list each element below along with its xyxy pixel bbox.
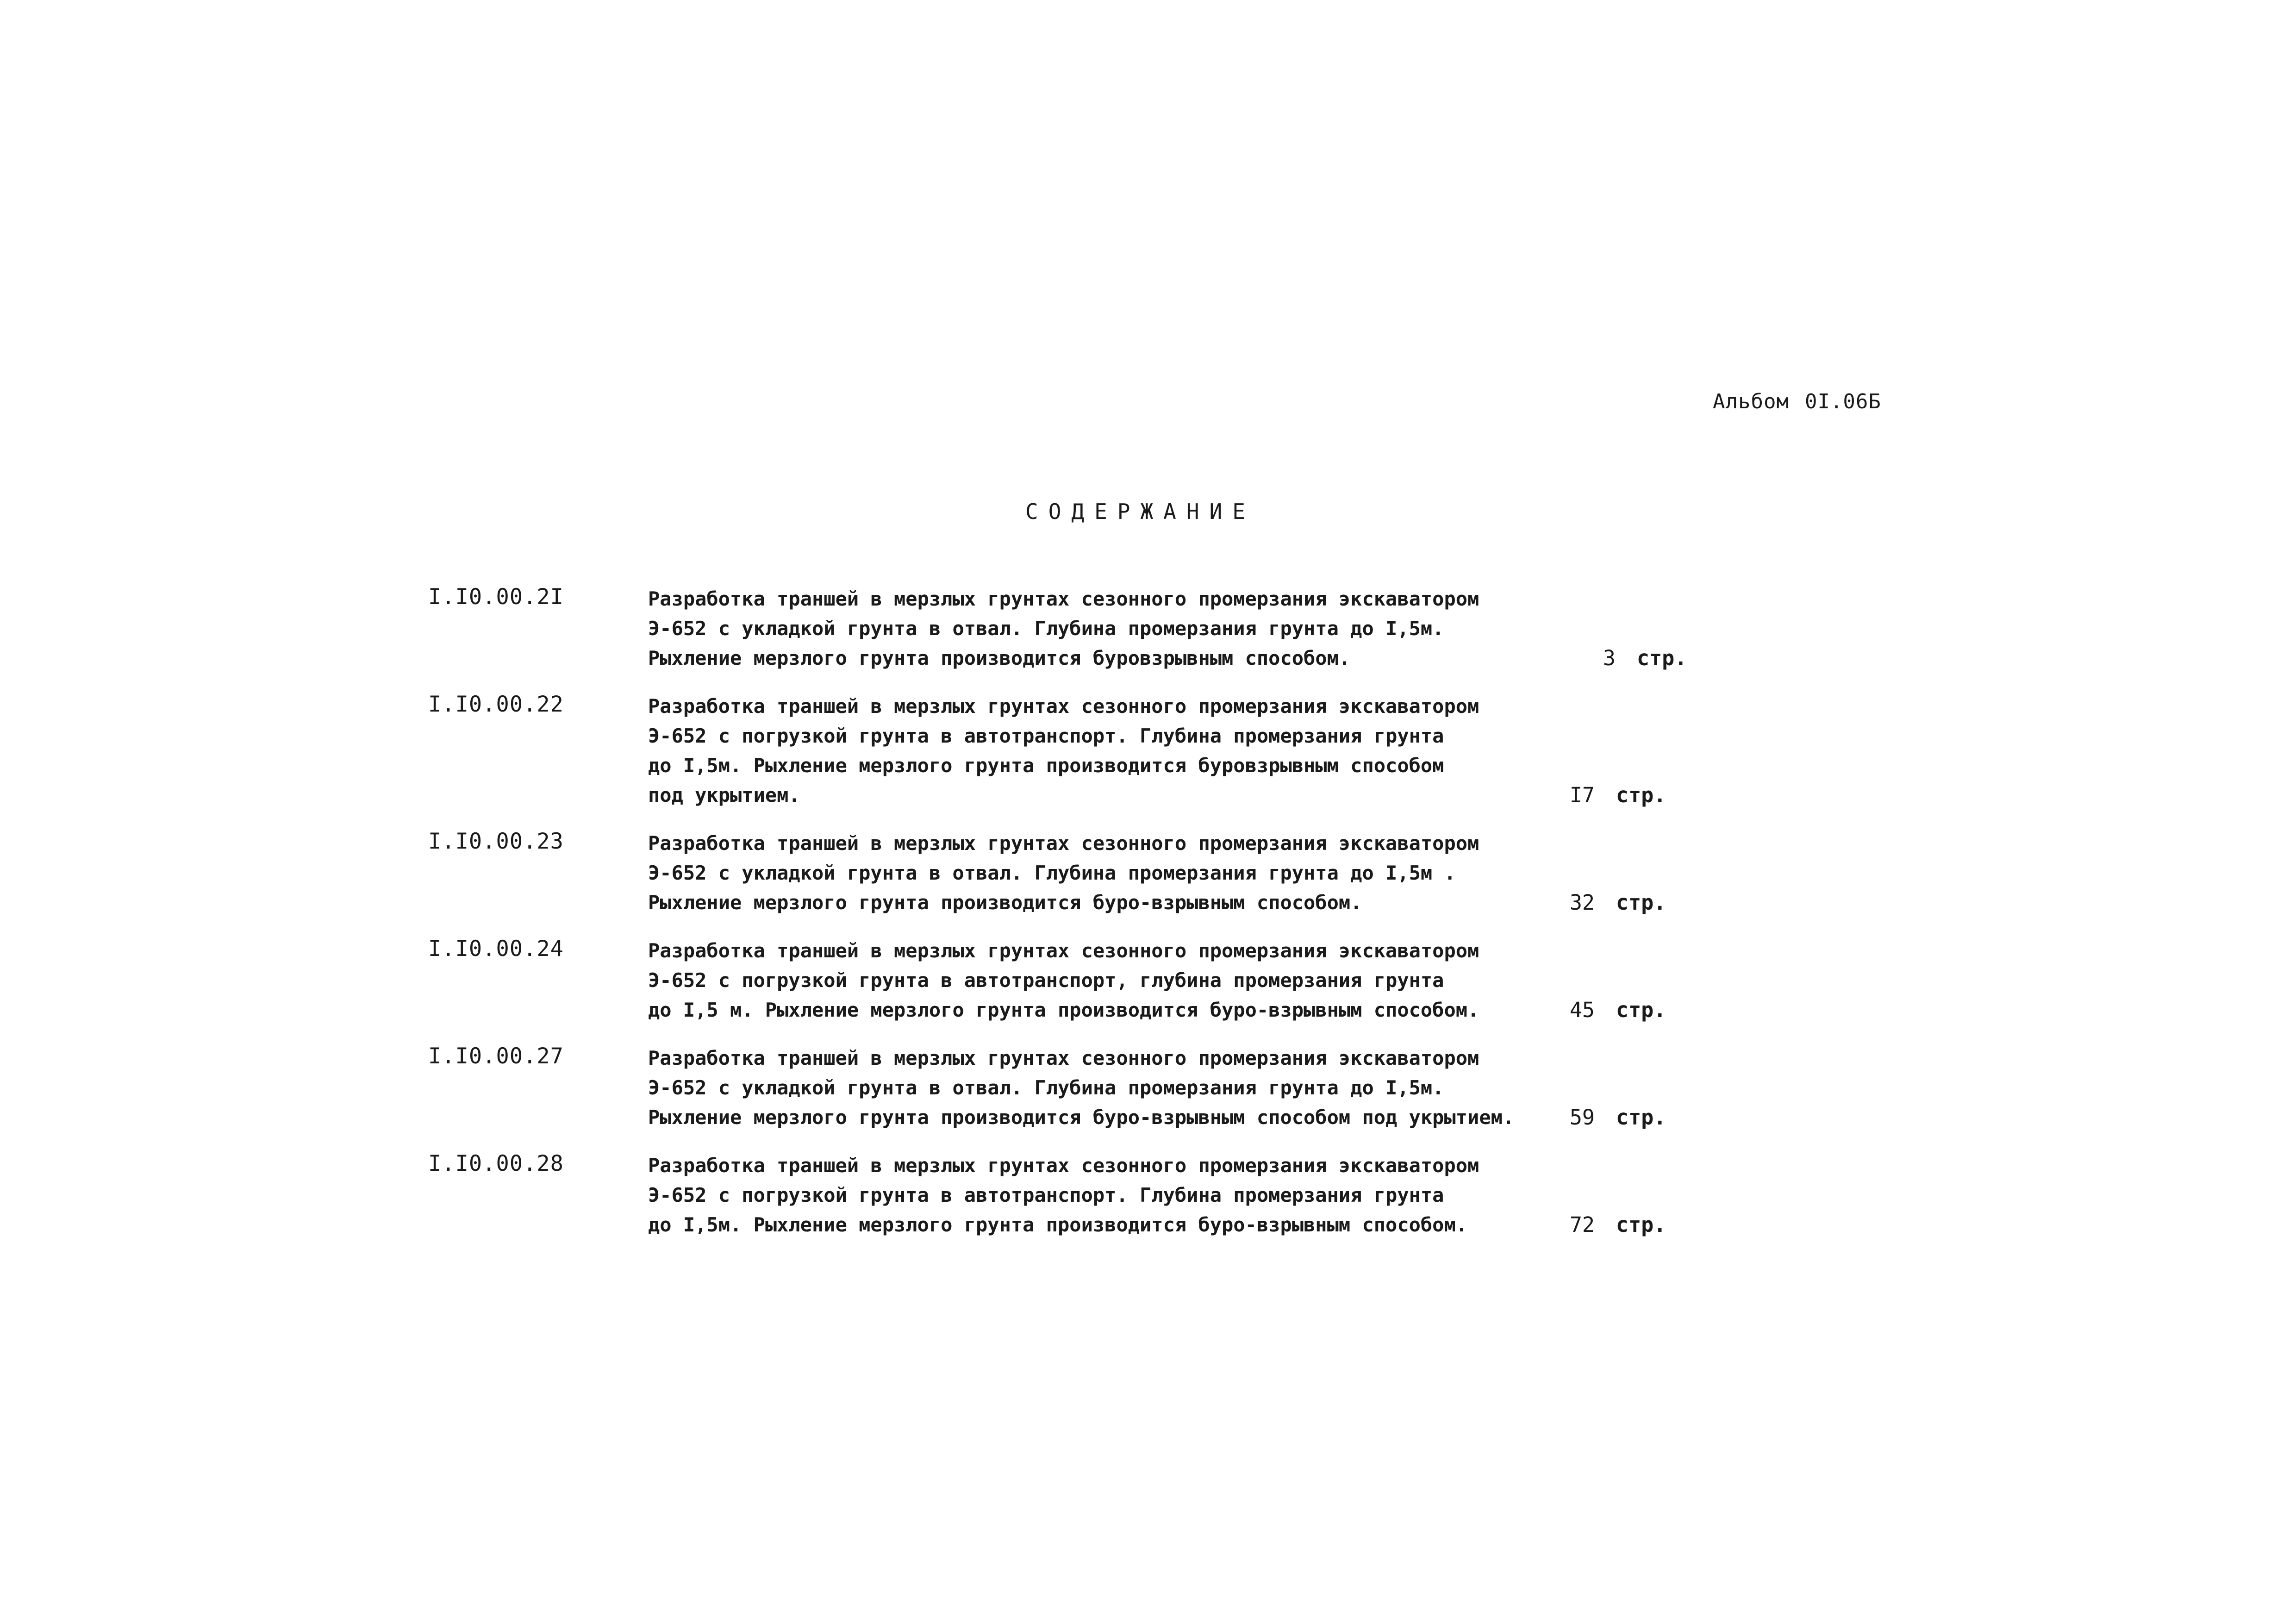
description-line: Э-652 с погрузкой грунта в автотранспорт. Глубина промерзания грунта <box>648 1184 1444 1206</box>
description-line: Рыхление мерзлого грунта производится буро-взрывным способом под укрытием. <box>648 1106 1515 1129</box>
entry-page-number: 72 <box>1569 1212 1595 1237</box>
page-title: СОДЕРЖАНИЕ <box>1025 499 1255 524</box>
description-line: Э-652 с укладкой грунта в отвал. Глубина промерзания грунта до I,5м. <box>648 617 1444 640</box>
entry-description <box>648 692 1555 810</box>
description-line: Разработка траншей в мерзлых грунтах сезонного промерзания экскаватором <box>648 939 1479 962</box>
album-reference <box>1713 390 1881 413</box>
entry-page-number: 59 <box>1569 1105 1595 1130</box>
entry-page-ref <box>1539 1210 1666 1240</box>
entry-code: I.I0.00.22 <box>428 692 564 717</box>
entry-description <box>648 829 1555 918</box>
description-line: до I,5м. Рыхление мерзлого грунта производится буровзрывным способом <box>648 754 1444 777</box>
entry-page-unit: стр. <box>1637 646 1687 670</box>
entry-page-ref <box>1539 888 1666 918</box>
entry-code: I.I0.00.23 <box>428 829 564 854</box>
entry-page-number: 3 <box>1603 646 1616 670</box>
entry-page-number: 45 <box>1569 998 1595 1022</box>
entry-code: I.I0.00.28 <box>428 1151 564 1176</box>
entry-page-ref <box>1539 1103 1666 1132</box>
contents-entry <box>428 1151 1817 1240</box>
description-line: Разработка траншей в мерзлых грунтах сезонного промерзания экскаватором <box>648 1047 1479 1069</box>
entry-page-unit: стр. <box>1616 1105 1666 1130</box>
contents-entry <box>428 584 1817 673</box>
description-line: Э-652 с укладкой грунта в отвал. Глубина промерзания грунта до I,5м. <box>648 1076 1444 1099</box>
entry-code: I.I0.00.2I <box>428 584 564 610</box>
entry-description <box>648 1043 1555 1132</box>
entry-page-unit: стр. <box>1616 890 1666 915</box>
album-label: Альбом <box>1713 390 1789 413</box>
entry-description <box>648 584 1555 673</box>
contents-entry <box>428 936 1817 1025</box>
entry-page-unit: стр. <box>1616 1212 1666 1237</box>
description-line: Э-652 с погрузкой грунта в автотранспорт, глубина промерзания грунта <box>648 969 1444 992</box>
entry-page-unit: стр. <box>1616 998 1666 1022</box>
description-line: Э-652 с погрузкой грунта в автотранспорт. Глубина промерзания грунта <box>648 725 1444 747</box>
description-line: Разработка траншей в мерзлых грунтах сезонного промерзания экскаватором <box>648 832 1479 855</box>
description-line: Разработка траншей в мерзлых грунтах сезонного промерзания экскаватором <box>648 695 1479 718</box>
entry-description <box>648 936 1555 1025</box>
album-number: 0I.06Б <box>1804 390 1881 413</box>
contents-entry <box>428 692 1817 810</box>
entry-page-ref <box>1539 995 1666 1025</box>
contents-entry <box>428 829 1817 918</box>
entry-page-unit: стр. <box>1616 783 1666 807</box>
description-line: до I,5 м. Рыхление мерзлого грунта производится буро-взрывным способом. <box>648 999 1479 1021</box>
contents-list <box>428 584 1817 1258</box>
description-line: Рыхление мерзлого грунта производится буро-взрывным способом. <box>648 891 1362 914</box>
description-line: под укрытием. <box>648 784 800 806</box>
entry-page-ref <box>1560 643 1687 673</box>
entry-code: I.I0.00.27 <box>428 1043 564 1069</box>
description-line: Разработка траншей в мерзлых грунтах сезонного промерзания экскаватором <box>648 1154 1479 1177</box>
entry-page-number: 32 <box>1569 890 1595 915</box>
entry-page-ref <box>1539 781 1666 810</box>
description-line: Рыхление мерзлого грунта производится буровзрывным способом. <box>648 647 1351 669</box>
description-line: Разработка траншей в мерзлых грунтах сезонного промерзания экскаватором <box>648 587 1479 610</box>
description-line: Э-652 с укладкой грунта в отвал. Глубина промерзания грунта до I,5м . <box>648 862 1456 884</box>
entry-code: I.I0.00.24 <box>428 936 564 962</box>
entry-description <box>648 1151 1555 1240</box>
entry-page-number: I7 <box>1569 783 1595 807</box>
description-line: до I,5м. Рыхление мерзлого грунта производится буро-взрывным способом. <box>648 1213 1468 1236</box>
contents-entry <box>428 1043 1817 1132</box>
